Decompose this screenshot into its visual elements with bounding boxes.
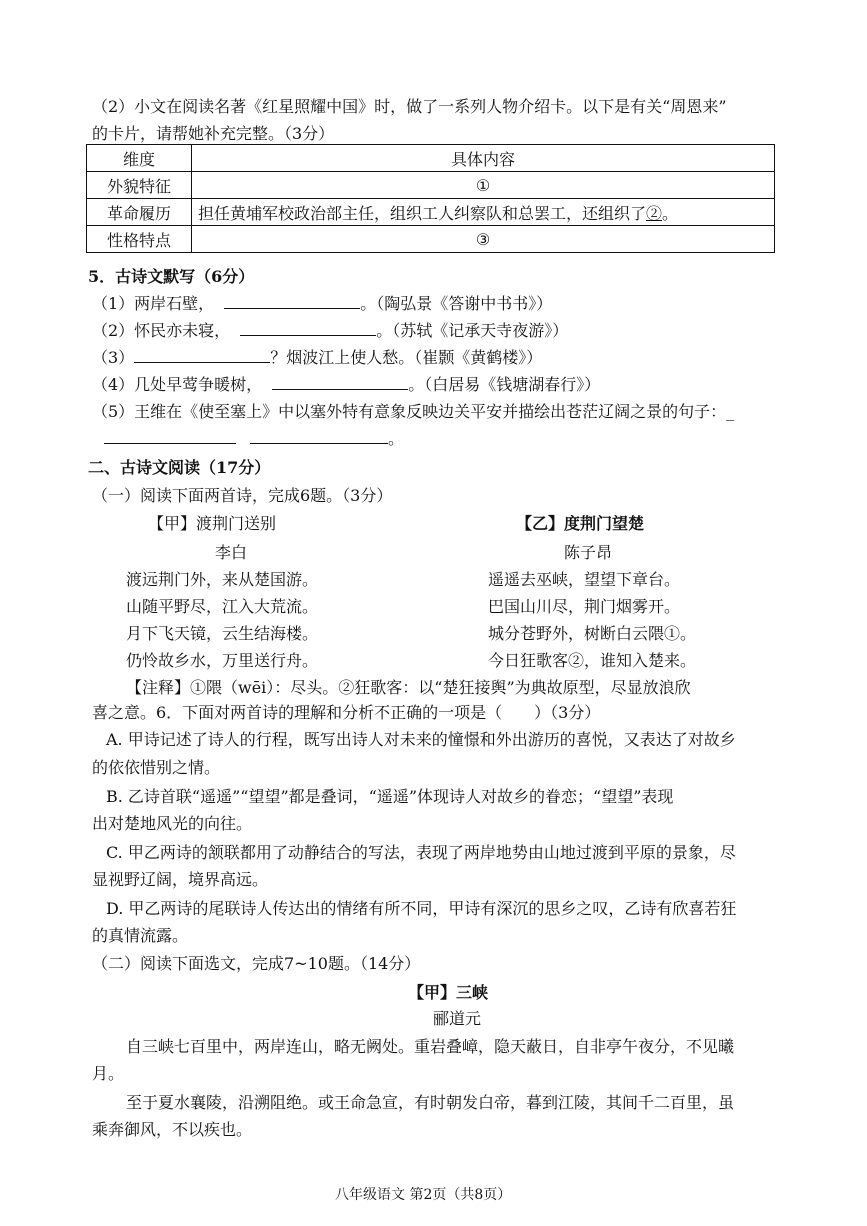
table-header-row <box>87 145 775 172</box>
option-a-line2: 的依依惜别之情。 <box>92 758 221 777</box>
q2-line2: 的卡片，请帮她补充完整。（3分） <box>92 124 335 143</box>
blank-mark-2: ② <box>646 203 663 223</box>
poem-a-line: 仍怜故乡水，万里送行舟。 <box>126 651 319 670</box>
q2-line1: （2）小文在阅读名著《红星照耀中国》时，做了一系列人物介绍卡。以下是有关“周恩来” <box>92 97 727 116</box>
row-content: ③ <box>192 226 775 253</box>
q5-item-2: （2）怀民亦未寝， 。（苏轼《记承天寺夜游》） <box>92 321 569 340</box>
passage-p1-line1: 自三峡七百里中，两岸连山，略无阙处。重岩叠嶂，隐天蔽日，自非亭午夜分，不见曦 <box>126 1037 735 1056</box>
passage-title: 【甲】三峡 <box>408 983 489 1002</box>
poem-b-title: 【乙】度荆门望楚 <box>516 514 645 533</box>
section2-sub2: （二）阅读下面选文，完成7~10题。（14分） <box>92 954 421 973</box>
answer-blank[interactable] <box>224 294 360 309</box>
poem-a-line: 山随平野尽，江入大荒流。 <box>126 597 319 616</box>
passage-p2-line1: 至于夏水襄陵，沿溯阻绝。或王命急宣，有时朝发白帝，暮到江陵，其间千二百里，虽 <box>126 1093 735 1112</box>
option-a-line1: A. 甲诗记述了诗人的行程，既写出诗人对未来的憧憬和外出游历的喜悦，又表达了对故乡 <box>106 730 736 749</box>
table-row <box>87 172 775 199</box>
character-card-table <box>86 144 775 253</box>
poem-b-line: 城分苍野外，树断白云隈①。 <box>488 624 697 643</box>
passage-p1-line2: 月。 <box>92 1064 125 1083</box>
q5-item-5-blanks: 。 <box>104 426 404 449</box>
poem-a-line: 月下飞天镜，云生结海楼。 <box>126 624 319 643</box>
option-b-line1: B. 乙诗首联“遥遥”“望望”都是叠词，“遥遥”体现诗人对故乡的眷恋；“望望”表现 <box>106 787 674 806</box>
option-c-line1: C. 甲乙两诗的颔联都用了动静结合的写法，表现了两岸地势由山地过渡到平原的景象，尽 <box>106 843 736 862</box>
row-label: 革命履历 <box>87 199 192 226</box>
answer-blank[interactable] <box>104 429 236 444</box>
section2-sub1: （一）阅读下面两首诗，完成6题。（3分） <box>92 486 393 505</box>
section2-title: 二、古诗文阅读（17分） <box>88 458 271 477</box>
poem-a-line: 渡远荆门外，来从楚国游。 <box>126 570 319 589</box>
poem-b-line: 遥遥去巫峡，望望下章台。 <box>488 570 681 589</box>
answer-blank[interactable] <box>240 321 376 336</box>
q5-item-3: （3） ？烟波江上使人愁。（崔颢《黄鹤楼》） <box>92 348 543 367</box>
table-row <box>87 226 775 253</box>
q5-item-5: （5）王维在《使至塞上》中以塞外特有意象反映边关平安并描绘出苍茫辽阔之景的句子：_ <box>92 402 735 421</box>
q5-title: 5．古诗文默写（6分） <box>88 267 255 286</box>
option-b-line2: 出对楚地风光的向往。 <box>92 814 253 833</box>
table-header-dimension: 维度 <box>87 145 192 172</box>
page-footer: 八年级语文 第2页（共8页） <box>335 1187 512 1203</box>
poem-a-author: 李白 <box>215 543 248 562</box>
option-c-line2: 显视野辽阔，境界高远。 <box>92 870 269 889</box>
answer-blank[interactable] <box>250 429 388 444</box>
note-line1: 【注释】①隈（wēi）：尽头。②狂歌客：以“楚狂接舆”为典故原型，尽显放浪欣 <box>126 678 691 697</box>
row-content: ① <box>192 172 775 199</box>
passage-p2-line2: 乘奔御风，不以疾也。 <box>92 1120 253 1139</box>
q5-item-4: （4）几处早莺争暖树， 。（白居易《钱塘湖春行》） <box>92 375 601 394</box>
table-header-content: 具体内容 <box>192 145 775 172</box>
poem-a-title: 【甲】渡荆门送别 <box>148 514 277 533</box>
q5-item-1: （1）两岸石壁， 。（陶弘景《答谢中书书》） <box>92 294 553 313</box>
answer-blank[interactable] <box>134 348 270 363</box>
row-label: 性格特点 <box>87 226 192 253</box>
row-label: 外貌特征 <box>87 172 192 199</box>
passage-author: 郦道元 <box>433 1009 482 1028</box>
row-content: 担任黄埔军校政治部主任，组织工人纠察队和总罢工，还组织了②。 <box>192 199 775 226</box>
poem-b-line: 今日狂歌客②，谁知入楚来。 <box>488 651 697 670</box>
poem-b-author: 陈子昂 <box>564 543 613 562</box>
answer-blank[interactable] <box>272 375 408 390</box>
poem-b-line: 巴国山川尽，荆门烟雾开。 <box>488 597 681 616</box>
table-row <box>87 199 775 226</box>
note-line2: 喜之意。6．下面对两首诗的理解和分析不正确的一项是（ ）（3分） <box>92 703 601 722</box>
option-d-line2: 的真情流露。 <box>92 926 189 945</box>
option-d-line1: D. 甲乙两诗的尾联诗人传达出的情绪有所不同，甲诗有深沉的思乡之叹，乙诗有欣喜若狂 <box>106 899 737 918</box>
